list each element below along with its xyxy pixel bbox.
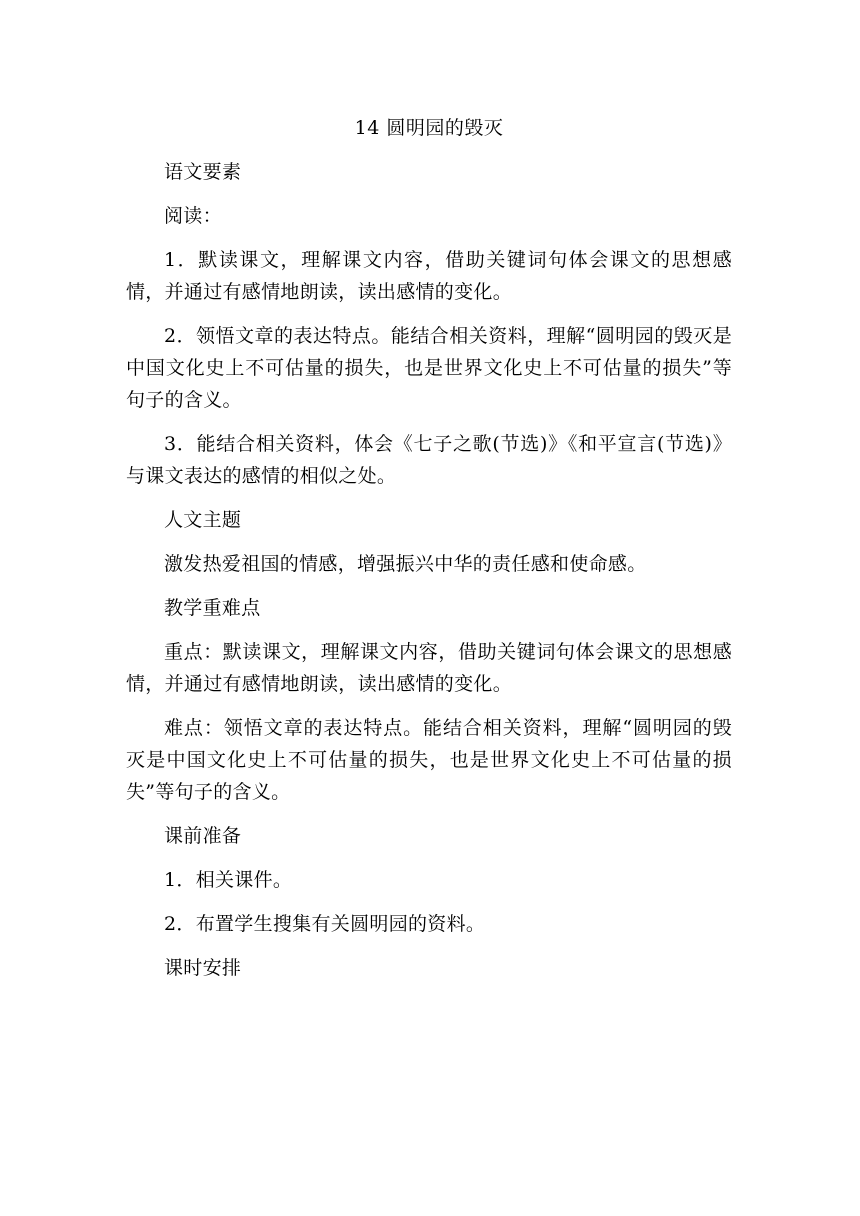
reading-item-3: 3．能结合相关资料，体会《七子之歌(节选)》《和平宣言(节选)》与课文表达的感情的相似之处。 (126, 433, 732, 487)
theme-text: 激发热爱祖国的情感，增强振兴中华的责任感和使命感。 (164, 553, 647, 575)
heading-key-difficult-points: 教学重难点 (164, 597, 261, 619)
reading-item-2: 2．领悟文章的表达特点。能结合相关资料，理解“圆明园的毁灭是中国文化史上不可估量的损失，也是世界文化史上不可估量的损失”等句子的含义。 (126, 325, 732, 411)
label-reading: 阅读： (164, 205, 222, 227)
difficult-point: 难点：领悟文章的表达特点。能结合相关资料，理解“圆明园的毁灭是中国文化史上不可估量的损失，也是世界文化史上不可估量的损失”等句子的含义。 (126, 717, 732, 803)
preparation-item-1: 1．相关课件。 (164, 869, 293, 891)
heading-humanistic-theme: 人文主题 (164, 509, 242, 531)
heading-preparation: 课前准备 (164, 825, 242, 847)
key-point: 重点：默读课文，理解课文内容，借助关键词句体会课文的思想感情，并通过有感情地朗读，读出感情的变化。 (126, 641, 732, 695)
document-page (126, 112, 732, 996)
heading-schedule: 课时安排 (164, 957, 242, 979)
reading-item-1: 1．默读课文，理解课文内容，借助关键词句体会课文的思想感情，并通过有感情地朗读，读出感情的变化。 (126, 249, 732, 303)
heading-language-elements: 语文要素 (164, 161, 242, 183)
preparation-item-2: 2．布置学生搜集有关圆明园的资料。 (164, 913, 486, 935)
document-title: 14 圆明园的毁灭 (354, 117, 504, 139)
